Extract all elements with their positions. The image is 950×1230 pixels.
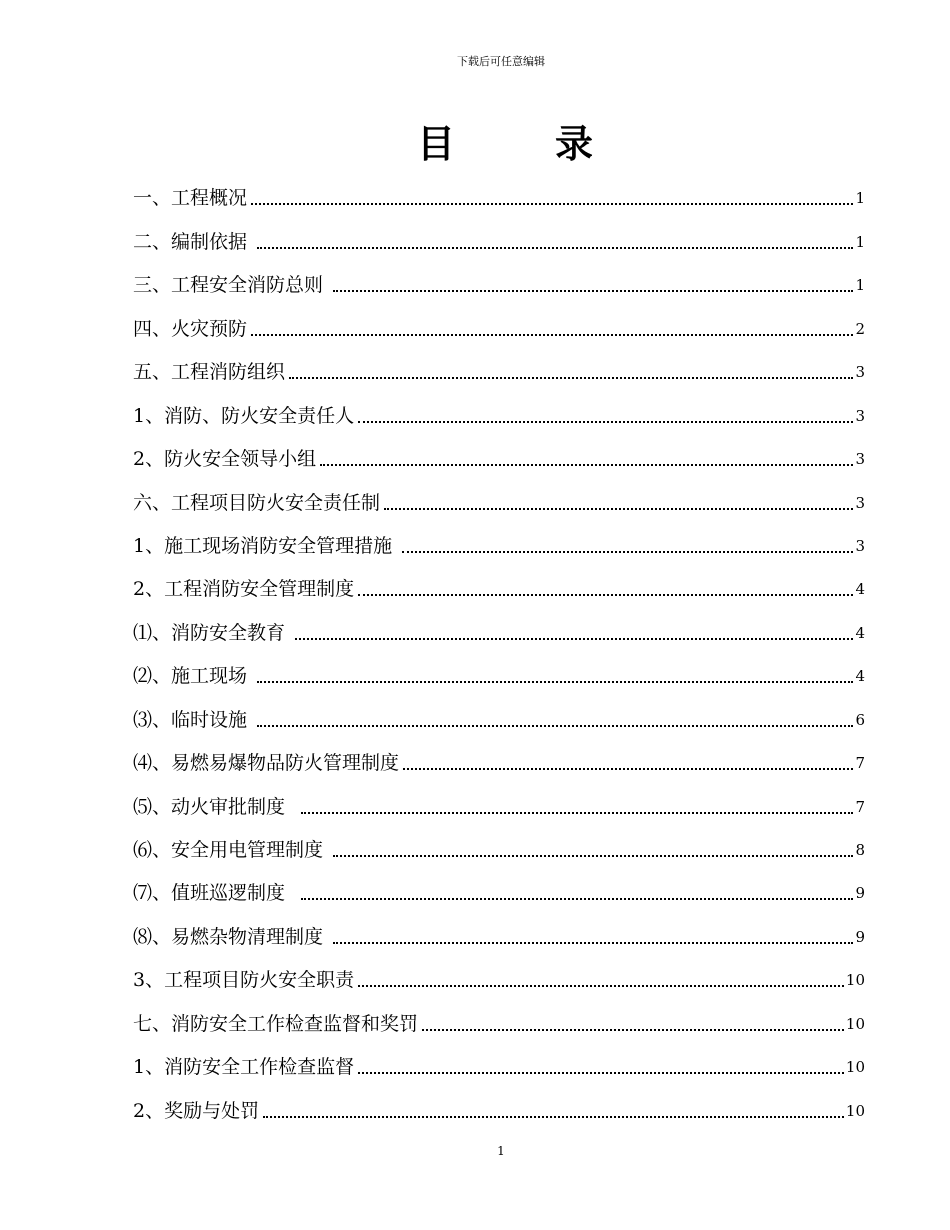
toc-entry-page: 6: [855, 710, 865, 729]
toc-entry[interactable]: [133, 211, 865, 254]
dot-leader: [257, 681, 853, 683]
page-number: 1: [497, 1144, 505, 1158]
toc-entry-label: 2、奖励与处罚: [133, 1099, 260, 1122]
toc-entry-label: ⑷、易燃易爆物品防火管理制度: [133, 752, 400, 775]
toc-entry[interactable]: [133, 298, 865, 341]
toc-entry[interactable]: [133, 689, 865, 732]
toc-entry-label: 3、工程项目防火安全职责: [133, 969, 355, 992]
toc-entry-page: 1: [855, 276, 865, 295]
toc-entry[interactable]: [133, 820, 865, 863]
dot-leader: [333, 290, 853, 292]
toc-entry-label: ⑶、临时设施: [133, 708, 254, 731]
toc-entry-label: 1、消防安全工作检查监督: [133, 1056, 355, 1079]
toc-entry-page: 10: [845, 1058, 865, 1077]
title-char-1: 目: [416, 122, 455, 166]
dot-leader: [403, 768, 853, 770]
toc-entry[interactable]: [133, 516, 865, 559]
dot-leader: [257, 725, 853, 727]
dot-leader: [301, 898, 853, 900]
toc-entry-label: ⑸、动火审批制度: [133, 795, 298, 818]
toc-entry-page: 3: [855, 450, 865, 469]
toc-entry-page: 3: [855, 406, 865, 425]
toc-entry[interactable]: [133, 1080, 865, 1123]
toc-entry-label: 2、工程消防安全管理制度: [133, 578, 355, 601]
toc-entry[interactable]: [133, 429, 865, 472]
dot-leader: [333, 942, 853, 944]
toc-entry-page: 10: [845, 971, 865, 990]
toc-entry-page: 4: [855, 667, 865, 686]
dot-leader: [358, 985, 844, 987]
toc-entry[interactable]: [133, 1037, 865, 1080]
dot-leader: [263, 1116, 844, 1118]
toc-entry-page: 8: [855, 841, 865, 859]
toc-entry-page: 9: [855, 884, 865, 903]
toc-entry-page: 9: [855, 927, 865, 946]
toc-entry-page: 10: [845, 1101, 865, 1120]
toc-entry[interactable]: [133, 168, 865, 211]
toc-entry-page: 4: [855, 623, 865, 642]
toc-entry-page: 4: [855, 580, 865, 599]
dot-leader: [251, 203, 853, 205]
toc-entry-label: ⑻、易燃杂物清理制度: [133, 925, 330, 948]
toc-entry-page: 1: [855, 232, 865, 251]
toc-entry[interactable]: [133, 602, 865, 645]
toc-entry-label: ⑹、安全用电管理制度: [133, 839, 330, 861]
toc-entry-page: 1: [855, 189, 865, 208]
toc-entry-page: 7: [855, 797, 865, 816]
toc-entry[interactable]: [133, 646, 865, 689]
title-char-2: 录: [555, 122, 594, 166]
toc-entry-label: 1、消防、防火安全责任人: [133, 404, 355, 427]
toc-entry[interactable]: [133, 950, 865, 993]
toc-entry-page: 3: [855, 363, 865, 382]
dot-leader: [251, 334, 853, 336]
toc-title: [0, 113, 950, 168]
toc-entry-page: 7: [855, 754, 865, 773]
toc-entry[interactable]: [133, 472, 865, 515]
toc-entry-label: ⑵、施工现场: [133, 665, 254, 688]
toc-entry-page: 2: [855, 319, 865, 338]
toc-entry-page: 3: [855, 536, 865, 555]
table-of-contents: [133, 168, 865, 1124]
toc-entry[interactable]: [133, 559, 865, 602]
dot-leader: [422, 1029, 844, 1031]
toc-entry[interactable]: [133, 255, 865, 298]
toc-entry-label: ⑴、消防安全教育: [133, 621, 292, 644]
toc-entry[interactable]: [133, 906, 865, 949]
toc-entry-label: 三、工程安全消防总则: [133, 274, 330, 297]
dot-leader: [333, 855, 853, 857]
dot-leader: [301, 812, 853, 814]
dot-leader: [320, 464, 853, 466]
toc-entry-label: 2、防火安全领导小组: [133, 448, 317, 471]
toc-entry[interactable]: [133, 776, 865, 819]
toc-entry-label: 七、消防安全工作检查监督和奖罚: [133, 1012, 419, 1035]
toc-entry[interactable]: [133, 733, 865, 776]
toc-entry[interactable]: [133, 863, 865, 906]
toc-entry-label: 1、施工现场消防安全管理措施: [133, 534, 399, 557]
toc-entry-page: 10: [845, 1014, 865, 1033]
toc-entry-label: ⑺、值班巡逻制度: [133, 882, 298, 905]
dot-leader: [402, 551, 853, 553]
dot-leader: [295, 638, 853, 640]
toc-entry-label: 一、工程概况: [133, 187, 248, 210]
dot-leader: [384, 508, 853, 510]
toc-entry-label: 五、工程消防组织: [133, 361, 286, 384]
page-header: 下载后可任意编辑: [457, 55, 545, 68]
toc-entry[interactable]: [133, 342, 865, 385]
dot-leader: [358, 1072, 844, 1074]
toc-entry-label: 四、火灾预防: [133, 317, 248, 340]
dot-leader: [358, 594, 853, 596]
dot-leader: [257, 247, 853, 249]
toc-entry-label: 二、编制依据: [133, 230, 254, 253]
toc-entry-page: 3: [855, 493, 865, 512]
dot-leader: [289, 377, 853, 379]
toc-entry[interactable]: [133, 993, 865, 1036]
toc-entry[interactable]: [133, 385, 865, 428]
toc-entry-label: 六、工程项目防火安全责任制: [133, 491, 381, 514]
dot-leader: [358, 421, 853, 423]
